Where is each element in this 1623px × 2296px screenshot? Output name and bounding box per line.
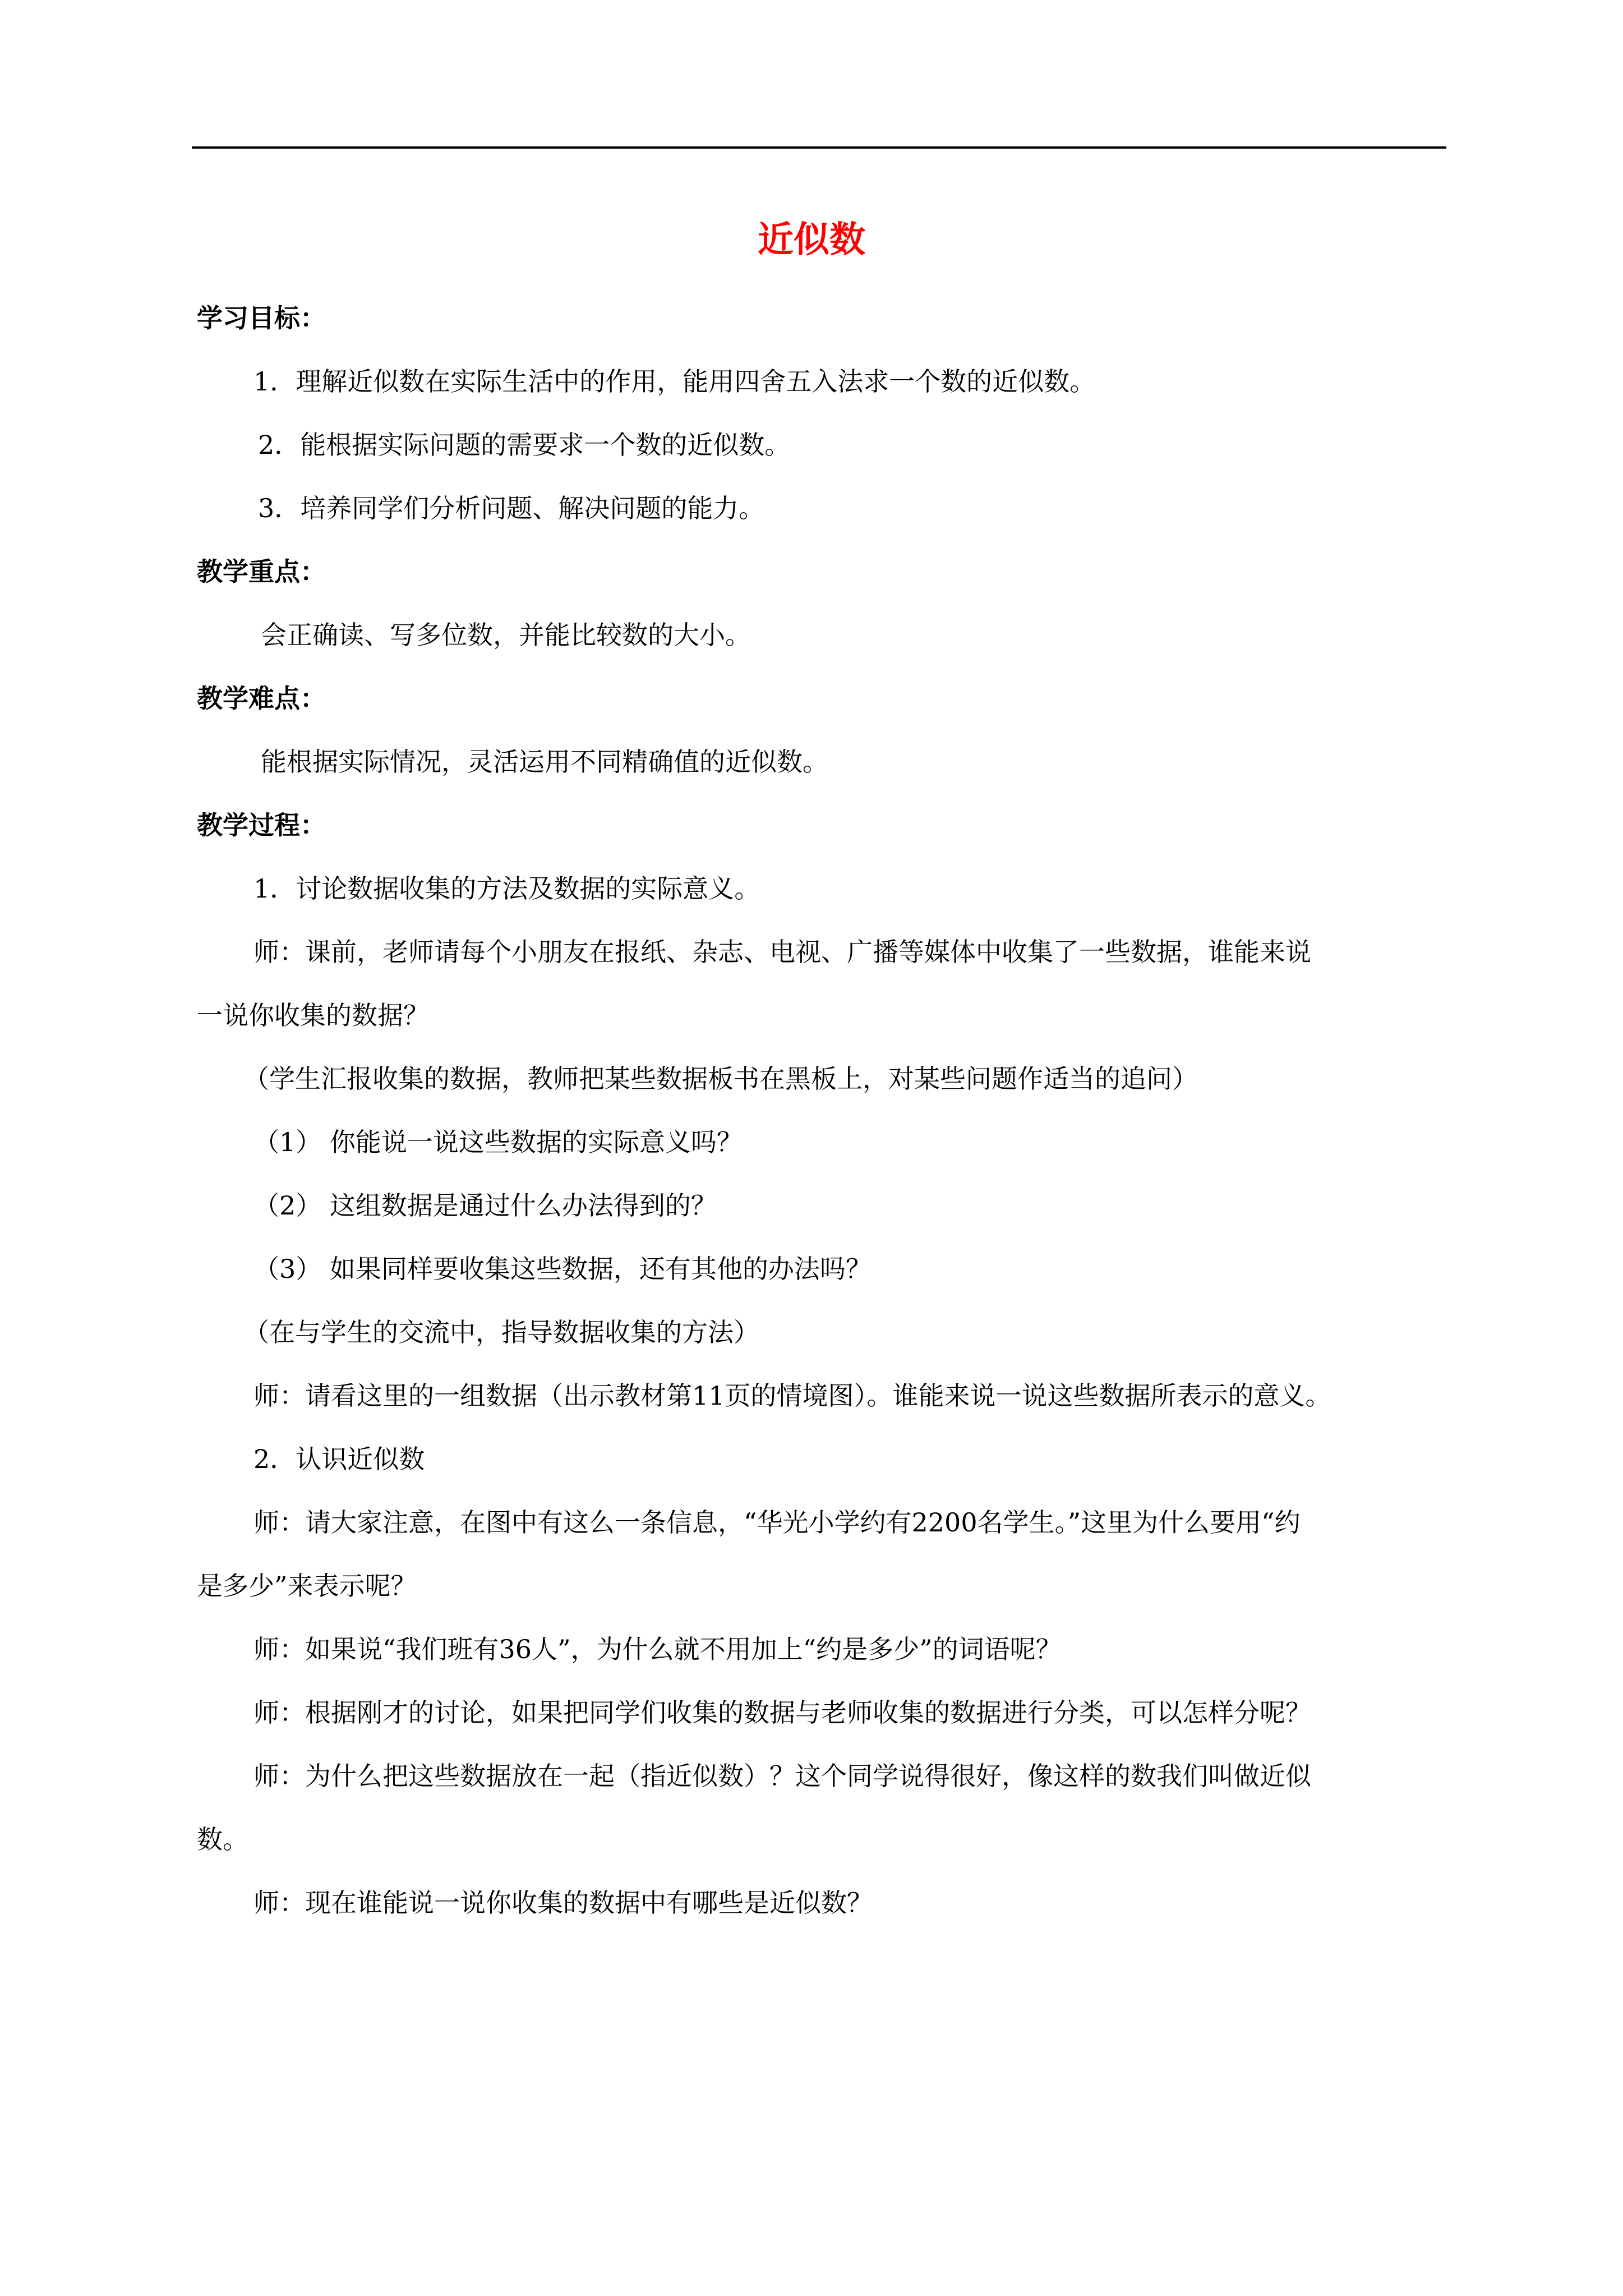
process-line-16: 数。 <box>197 1824 248 1855</box>
objective-item-2: 2．能根据实际问题的需要求一个数的近似数。 <box>258 430 791 460</box>
key-points-text: 会正确读、写多位数，并能比较数的大小。 <box>261 620 751 650</box>
process-line-11: 师：请大家注意，在图中有这么一条信息，“华光小学约有2200名学生。”这里为什么要用“约 <box>253 1507 1301 1538</box>
process-line-15: 师：为什么把这些数据放在一起（指近似数）？这个同学说得很好，像这样的数我们叫做近似 <box>253 1761 1311 1791</box>
process-line-13: 师：如果说“我们班有36人”，为什么就不用加上“约是多少”的词语呢？ <box>253 1634 1062 1664</box>
header-rule <box>192 146 1446 149</box>
process-line-1: 1．讨论数据收集的方法及数据的实际意义。 <box>253 873 760 904</box>
difficulties-heading: 教学难点： <box>197 683 326 714</box>
process-line-4: （学生汇报收集的数据，教师把某些数据板书在黑板上，对某些问题作适当的追问） <box>243 1064 1198 1094</box>
process-line-10: 2．认识近似数 <box>253 1444 425 1474</box>
process-line-12: 是多少”来表示呢？ <box>197 1571 417 1601</box>
objectives-heading: 学习目标： <box>197 303 326 333</box>
process-line-7: （3） 如果同样要收集这些数据，还有其他的办法吗？ <box>253 1254 872 1284</box>
process-line-3: 一说你收集的数据？ <box>197 1000 429 1030</box>
process-line-2: 师：课前，老师请每个小朋友在报纸、杂志、电视、广播等媒体中收集了一些数据，谁能来说 <box>253 937 1311 967</box>
page-title: 近似数 <box>758 219 865 261</box>
process-line-8: （在与学生的交流中，指导数据收集的方法） <box>243 1317 759 1347</box>
difficulties-text: 能根据实际情况，灵活运用不同精确值的近似数。 <box>261 747 828 777</box>
objective-item-3: 3．培养同学们分析问题、解决问题的能力。 <box>258 493 765 523</box>
process-line-6: （2） 这组数据是通过什么办法得到的？ <box>253 1190 717 1221</box>
objective-item-1: 1．理解近似数在实际生活中的作用，能用四舍五入法求一个数的近似数。 <box>253 366 1096 397</box>
process-line-14: 师：根据刚才的讨论，如果把同学们收集的数据与老师收集的数据进行分类，可以怎样分呢？ <box>253 1697 1311 1728</box>
process-line-17: 师：现在谁能说一说你收集的数据中有哪些是近似数？ <box>253 1888 873 1918</box>
process-line-9: 师：请看这里的一组数据（出示教材第11页的情境图）。谁能来说一说这些数据所表示的意义。 <box>253 1381 1331 1411</box>
key-points-heading: 教学重点： <box>197 556 326 587</box>
process-line-5: （1） 你能说一说这些数据的实际意义吗？ <box>253 1127 743 1157</box>
process-heading: 教学过程： <box>197 810 326 840</box>
